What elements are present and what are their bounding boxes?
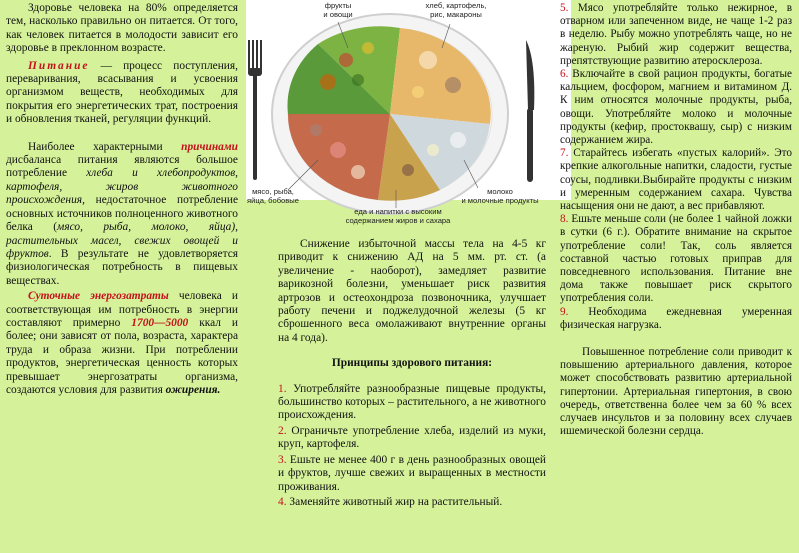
energy-text-b: ккал и более; они зависят от пола, возраста, характера труда и образа жизни. При потреблении продуктов, энергетическая ценность которых превышает энергозатраты организма, создаются условия для развития: [6, 316, 238, 396]
obesity-term: ожирения.: [165, 383, 221, 396]
principles-heading: Принципы здорового питания:: [331, 357, 493, 370]
causes-text-b: хлеба и хлебопродуктов, картофеля, жиров животного происхождения: [6, 167, 238, 207]
causes-intro: Наиболее характерными: [28, 140, 182, 153]
principle-item-1: 1. Употребляйте разнообразные пищевые продукты, большинство которых – растительного, а не животного происхождения.: [278, 382, 546, 422]
energy-term: Суточные энергозатраты: [28, 290, 169, 303]
principle-item-7: 7. Старайтесь избегать «пустых калорий». Это крепкие алкогольные напитки, сладости, густые соусы, подливки.Выбирайте продукты с низким и умеренным содержанием сахара. Чувства насыщения они не дают, а вес прибавляют.: [560, 147, 792, 213]
plate-label-fruits: фрукты и овощи: [323, 1, 353, 19]
causes-text-c: , недостаточное потребление основных источников полноценного животного белка (: [6, 194, 238, 234]
plate-label-fats: еда и напитки с высоким содержанием жиров и сахара: [345, 207, 451, 225]
principle-item-2: 2. Ограничьте употребление хлеба, изделий из муки, круп, картофеля.: [278, 424, 546, 451]
principle-item-5: 5. Мясо употребляйте только нежирное, в отварном или запеченном виде, не чаще 1-2 раз в неделю. Рыбу можно употреблять чаще, но не жареную. Рыбий жир содержит вещества, препятствующие развитию атеросклероза.: [560, 2, 792, 67]
causes-text-a: дисбаланса питания являются большое потребление: [6, 154, 238, 180]
energy-range: 1700—5000: [131, 316, 189, 329]
left-column: [6, 2, 238, 397]
salt-paragraph: Повышенное потребление соли приводит к повышению артериального давления, которое может способствовать развитию артериальной гипертонии. Артериальная гипертония, в свою очередь, ответственна более чем за 60 % всех случаев инсультов и за половину всех случаев ишемической болезни сердца.: [560, 346, 792, 438]
principle-item-8: 8. Ешьте меньше соли (не более 1 чайной ложки в сутки (6 г.). Обратите внимание на скрытое употребление соли! Так, соль является составной частью готовых приправ для повседневного использования. Питание вне дома также повышает риск скрытого употребления соли.: [560, 213, 792, 305]
plate-label-grains: хлеб, картофель, рис, макароны: [425, 1, 487, 19]
energy-text-a: человека и соответствующая им потребность в энергии составляют примерно: [6, 290, 238, 329]
principle-item-3: 3. Ешьте не менее 400 г в день разнообразных овощей и фруктов, лучше свежих и выращенных в местности проживания.: [278, 453, 546, 493]
causes-text-e: . В результате не удовлетворяется физиологическая потребность в пищевых веществах.: [6, 247, 238, 287]
plate-label-meat: мясо, рыба, яйца, бобовые: [246, 187, 299, 205]
weight-loss-paragraph: Снижение избыточной массы тела на 4-5 кг приводит к снижению АД на 5 мм. рт. ст. (а увеличение - наоборот), замедляет развитие варикозной болезни, уменьшает риск развития артрозов и остеохондроза позвоночника, улучшает работу печени и поджелудочной железы (5 кг сброшенного веса омолаживают внутренние органы на 4 года).: [278, 238, 546, 344]
principle-item-6: 6. Включайте в свой рацион продукты, богатые кальцием, фосфором, магнием и витамином Д. К ним относятся молочные продукты, рыба, овощи. Употребляйте молоко и молочные продукты (кефир, простоквашу, сыр) с низким содержанием жира.: [560, 68, 792, 147]
fork-icon: [248, 40, 262, 180]
causes-text-d: мясо, рыба, молоко, яйца), растительных масел, свежих овощей и фруктов: [6, 221, 238, 260]
healthy-plate-illustration: [228, 0, 558, 232]
nutrition-definition: [6, 60, 238, 127]
middle-column: [278, 238, 546, 509]
causes-term: причинами: [181, 140, 238, 153]
imbalance-causes-paragraph: [6, 141, 238, 288]
plate-label-dairy: молоко и молочные продукты: [461, 187, 539, 205]
energy-paragraph: [6, 290, 238, 397]
knife-icon: [526, 40, 534, 182]
bread-grains-segment: [390, 28, 491, 124]
principle-item-4: 4. Заменяйте животный жир на растительный.: [278, 495, 503, 508]
right-column: [560, 2, 792, 439]
principle-item-9: 9. Необходима ежедневная умеренная физическая нагрузка.: [560, 305, 792, 331]
nutrition-term: Питание: [28, 59, 90, 72]
intro-paragraph: Здоровье человека на 80% определяется тем, насколько правильно он питается. От того, как человек питается в молодости зависит его здоровье в преклонном возрасте.: [6, 2, 238, 55]
nutrition-definition-text: — процесс поступления, переваривания, всасывания и усвоения организмом веществ, необходимых для покрытия его энергетических трат, построения и обновления тканей, регуляции функций.: [6, 59, 238, 126]
